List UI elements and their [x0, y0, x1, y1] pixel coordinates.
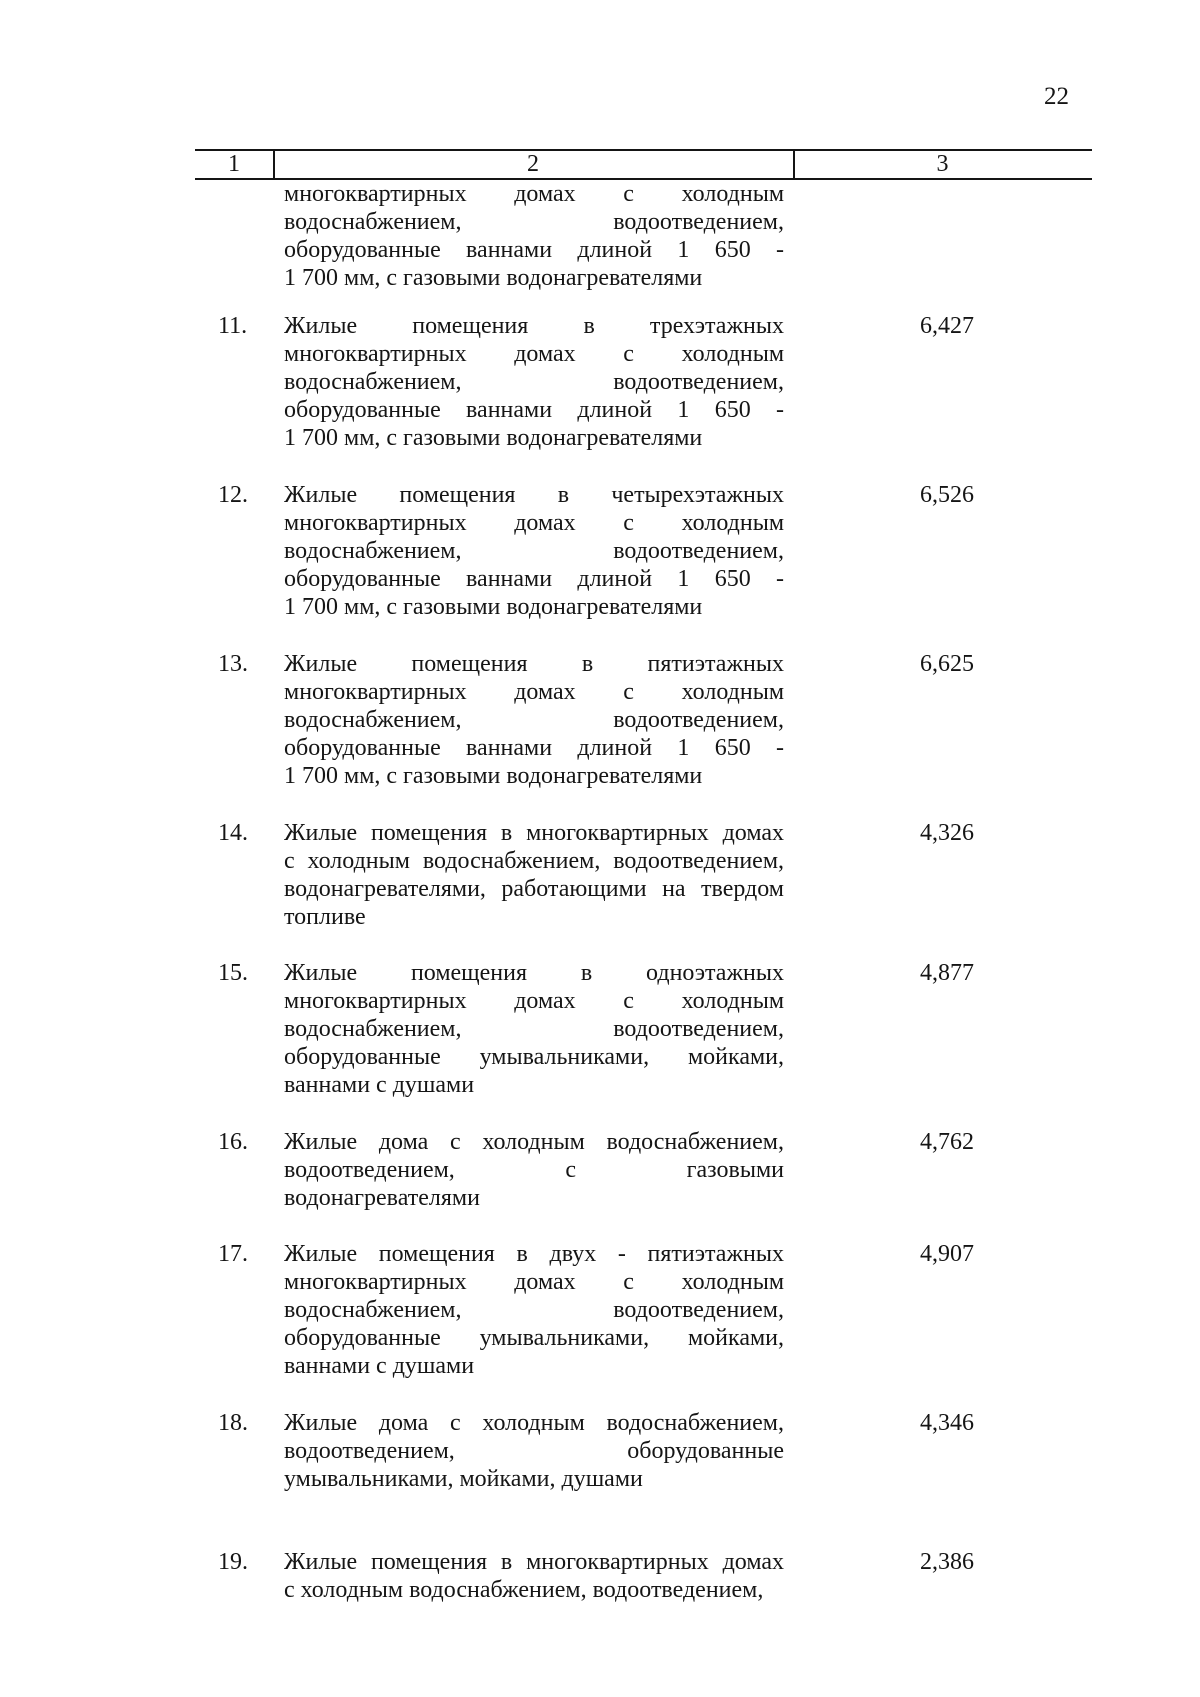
description-line: водонагревателями: [284, 1185, 480, 1211]
row-value: 4,877: [920, 960, 974, 986]
row-number: 18.: [218, 1410, 248, 1436]
description-line: 1 700 мм, с газовыми водонагревателями: [284, 265, 703, 291]
row-number: 19.: [218, 1549, 248, 1575]
row-value: 2,386: [920, 1549, 974, 1575]
description-line: Жилые дома с холодным водоснабжением,: [284, 1129, 784, 1155]
row-number: 12.: [218, 482, 248, 508]
description-line: многоквартирных домах с холодным: [284, 988, 784, 1014]
row-number: 13.: [218, 651, 248, 677]
description-line: Жилые помещения в пятиэтажных: [284, 651, 784, 677]
description-line: водоотведением, оборудованные: [284, 1438, 784, 1464]
description-line: водоотведением, с газовыми: [284, 1157, 784, 1183]
row-number: 15.: [218, 960, 248, 986]
row-value: 4,346: [920, 1410, 974, 1436]
row-value: 4,907: [920, 1241, 974, 1267]
description-line: многоквартирных домах с холодным: [284, 341, 784, 367]
description-line: топливе: [284, 904, 366, 930]
description-line: многоквартирных домах с холодным: [284, 181, 784, 207]
description-line: Жилые помещения в двух - пятиэтажных: [284, 1241, 784, 1267]
page-number: 22: [1044, 83, 1069, 110]
description-line: многоквартирных домах с холодным: [284, 510, 784, 536]
header-col-3: 3: [936, 151, 949, 177]
description-line: водоснабжением, водоотведением,: [284, 209, 784, 235]
description-line: Жилые помещения в четырехэтажных: [284, 482, 784, 508]
description-line: водоснабжением, водоотведением,: [284, 369, 784, 395]
description-line: 1 700 мм, с газовыми водонагревателями: [284, 425, 703, 451]
description-line: ваннами с душами: [284, 1353, 475, 1379]
row-value: 4,762: [920, 1129, 974, 1155]
description-line: Жилые помещения в многоквартирных домах: [284, 1549, 784, 1575]
description-line: оборудованные ваннами длиной 1 650 -: [284, 566, 784, 592]
row-description: [284, 312, 784, 452]
description-line: 1 700 мм, с газовыми водонагревателями: [284, 594, 703, 620]
description-line: оборудованные ваннами длиной 1 650 -: [284, 237, 784, 263]
continuation-description: [284, 180, 784, 292]
row-number: 17.: [218, 1241, 248, 1267]
row-description: [284, 959, 784, 1099]
row-value: 6,427: [920, 313, 974, 339]
header-col-2: 2: [527, 151, 539, 177]
description-line: водоснабжением, водоотведением,: [284, 1297, 784, 1323]
description-line: водонагревателями, работающими на твердом: [284, 876, 784, 902]
row-value: 6,526: [920, 482, 974, 508]
description-line: оборудованные умывальниками, мойками,: [284, 1325, 784, 1351]
row-description: [284, 481, 784, 621]
description-line: ваннами с душами: [284, 1072, 475, 1098]
description-line: оборудованные ваннами длиной 1 650 -: [284, 735, 784, 761]
row-description: [284, 819, 784, 931]
description-line: умывальниками, мойками, душами: [284, 1466, 643, 1492]
table-header: [195, 149, 1092, 179]
row-value: 6,625: [920, 651, 974, 677]
description-line: многоквартирных домах с холодным: [284, 679, 784, 705]
description-line: водоснабжением, водоотведением,: [284, 1016, 784, 1042]
description-line: водоснабжением, водоотведением,: [284, 538, 784, 564]
row-number: 11.: [218, 313, 248, 339]
description-line: Жилые дома с холодным водоснабжением,: [284, 1410, 784, 1436]
description-line: Жилые помещения в многоквартирных домах: [284, 820, 784, 846]
row-description: [284, 1128, 784, 1212]
description-line: водоснабжением, водоотведением,: [284, 707, 784, 733]
description-line: с холодным водоснабжением, водоотведением,: [284, 848, 784, 874]
row-description: [284, 1548, 784, 1604]
description-line: оборудованные умывальниками, мойками,: [284, 1044, 784, 1070]
description-line: с холодным водоснабжением, водоотведением,: [284, 1577, 764, 1603]
row-description: [284, 1240, 784, 1380]
row-number: 16.: [218, 1129, 248, 1155]
description-line: Жилые помещения в одноэтажных: [284, 960, 784, 986]
row-value: 4,326: [920, 820, 974, 846]
description-line: многоквартирных домах с холодным: [284, 1269, 784, 1295]
description-line: 1 700 мм, с газовыми водонагревателями: [284, 763, 703, 789]
row-number: 14.: [218, 820, 248, 846]
row-description: [284, 1409, 784, 1493]
row-description: [284, 650, 784, 790]
description-line: Жилые помещения в трехэтажных: [284, 313, 784, 339]
header-col-1: 1: [228, 151, 240, 177]
description-line: оборудованные ваннами длиной 1 650 -: [284, 397, 784, 423]
